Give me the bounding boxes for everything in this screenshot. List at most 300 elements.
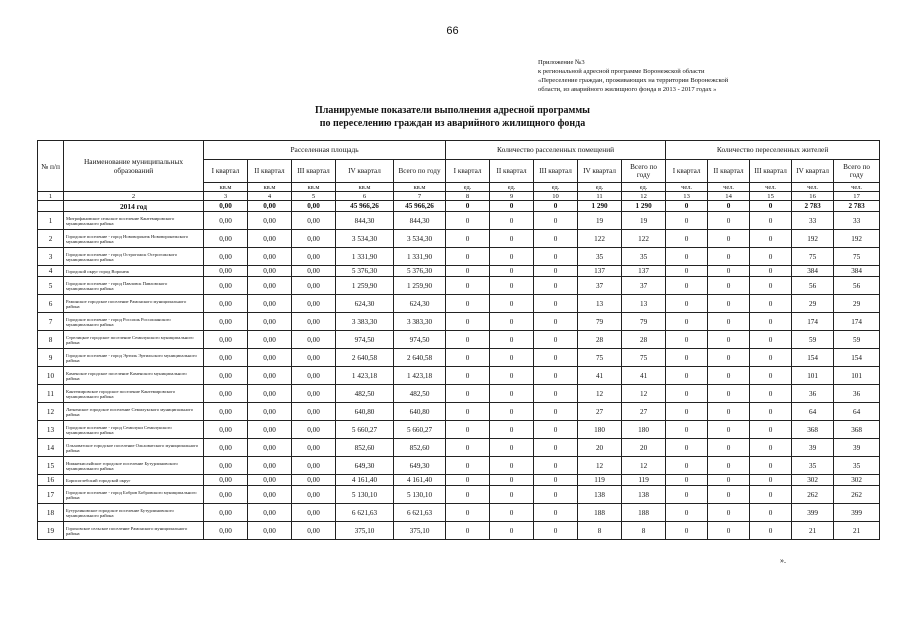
cell-value: 0 xyxy=(666,522,708,540)
cell-value: 0 xyxy=(750,457,792,475)
cell-value: 974,50 xyxy=(394,331,446,349)
cell-value: 0 xyxy=(666,367,708,385)
cell-value: 0 xyxy=(750,475,792,486)
column-number: 16 xyxy=(792,192,834,201)
cell-value: 1 423,18 xyxy=(394,367,446,385)
total-value: 0,00 xyxy=(204,201,248,212)
cell-value: 852,60 xyxy=(394,439,446,457)
total-value: 2 783 xyxy=(834,201,880,212)
appendix-line: Приложение №3 xyxy=(538,59,585,66)
cell-value: 0 xyxy=(666,212,708,230)
cell-value: 0,00 xyxy=(204,403,248,421)
cell-value: 0,00 xyxy=(292,475,336,486)
cell-value: 0 xyxy=(534,212,578,230)
municipality-name: Борисоглебский городской округ xyxy=(64,475,204,486)
cell-value: 137 xyxy=(578,266,622,277)
cell-value: 0 xyxy=(534,504,578,522)
column-number: 8 xyxy=(446,192,490,201)
cell-value: 0 xyxy=(750,331,792,349)
cell-value: 2 640,58 xyxy=(336,349,394,367)
cell-value: 0,00 xyxy=(204,248,248,266)
cell-value: 0 xyxy=(534,385,578,403)
municipality-name: Городское поселение - город Россошь Россошанского муниципального района xyxy=(64,313,204,331)
cell-value: 0 xyxy=(708,439,750,457)
cell-value: 624,30 xyxy=(336,295,394,313)
cell-value: 0 xyxy=(708,212,750,230)
municipality-name: Городское поселение - город Бобров Бобровского муниципального района xyxy=(64,486,204,504)
cell-value: 0,00 xyxy=(204,230,248,248)
cell-value: 0 xyxy=(666,248,708,266)
header-unit: кв.м xyxy=(336,183,394,192)
cell-value: 188 xyxy=(622,504,666,522)
header-unit: кв.м xyxy=(248,183,292,192)
cell-value: 12 xyxy=(622,385,666,403)
total-value: 2 783 xyxy=(792,201,834,212)
cell-value: 59 xyxy=(792,331,834,349)
municipality-name: Нижнекисляйское городское поселение Бутурлиновского муниципального района xyxy=(64,457,204,475)
cell-value: 0 xyxy=(750,212,792,230)
cell-value: 39 xyxy=(834,439,880,457)
cell-value: 0 xyxy=(750,486,792,504)
cell-value: 0,00 xyxy=(292,230,336,248)
cell-value: 13 xyxy=(578,295,622,313)
cell-value: 0 xyxy=(446,212,490,230)
table-row xyxy=(38,266,880,277)
cell-value: 844,30 xyxy=(336,212,394,230)
total-value: 0 xyxy=(490,201,534,212)
cell-value: 75 xyxy=(792,248,834,266)
cell-value: 0,00 xyxy=(292,248,336,266)
cell-value: 0,00 xyxy=(292,486,336,504)
cell-value: 0 xyxy=(750,230,792,248)
cell-value: 0 xyxy=(490,403,534,421)
column-number: 10 xyxy=(534,192,578,201)
cell-value: 262 xyxy=(792,486,834,504)
cell-value: 0,00 xyxy=(248,522,292,540)
row-number: 8 xyxy=(38,331,64,349)
cell-value: 37 xyxy=(578,277,622,295)
header-unit: кв.м xyxy=(204,183,248,192)
cell-value: 649,30 xyxy=(394,457,446,475)
total-value: 45 966,26 xyxy=(336,201,394,212)
cell-value: 64 xyxy=(834,403,880,421)
column-number: 15 xyxy=(750,192,792,201)
cell-value: 0 xyxy=(490,439,534,457)
header-group-area: Расселенная площадь xyxy=(204,141,446,160)
cell-value: 0,00 xyxy=(292,385,336,403)
cell-value: 1 259,90 xyxy=(336,277,394,295)
municipality-name: Городское поселение - город Павловск Павловского муниципального района xyxy=(64,277,204,295)
column-number: 11 xyxy=(578,192,622,201)
cell-value: 375,10 xyxy=(394,522,446,540)
cell-value: 0,00 xyxy=(248,367,292,385)
cell-value: 262 xyxy=(834,486,880,504)
cell-value: 0 xyxy=(708,295,750,313)
cell-value: 36 xyxy=(792,385,834,403)
cell-value: 0 xyxy=(490,367,534,385)
municipality-name: Бутурлиновское городское поселение Бутурлиновского муниципального района xyxy=(64,504,204,522)
municipality-name: Городское поселение - город Острогожск Острогожского муниципального района xyxy=(64,248,204,266)
cell-value: 0 xyxy=(534,349,578,367)
cell-value: 0,00 xyxy=(292,331,336,349)
cell-value: 0 xyxy=(708,475,750,486)
table-row xyxy=(38,439,880,457)
table-row xyxy=(38,522,880,540)
header-subcolumn: II квартал xyxy=(248,160,292,183)
cell-value: 35 xyxy=(834,457,880,475)
cell-value: 0 xyxy=(534,367,578,385)
cell-value: 75 xyxy=(622,349,666,367)
cell-value: 0 xyxy=(446,331,490,349)
table-body xyxy=(38,201,880,540)
cell-value: 0,00 xyxy=(292,266,336,277)
cell-value: 0 xyxy=(750,349,792,367)
row-number: 18 xyxy=(38,504,64,522)
cell-value: 0,00 xyxy=(292,367,336,385)
header-subcolumn: IV квартал xyxy=(792,160,834,183)
cell-value: 0 xyxy=(666,421,708,439)
cell-value: 0,00 xyxy=(248,439,292,457)
total-value: 1 290 xyxy=(622,201,666,212)
cell-value: 0,00 xyxy=(204,457,248,475)
cell-value: 0 xyxy=(666,504,708,522)
table-row xyxy=(38,486,880,504)
cell-value: 19 xyxy=(578,212,622,230)
header-subcolumn: III квартал xyxy=(534,160,578,183)
cell-value: 0,00 xyxy=(248,277,292,295)
cell-value: 0,00 xyxy=(204,421,248,439)
row-number: 19 xyxy=(38,522,64,540)
cell-value: 21 xyxy=(792,522,834,540)
cell-value: 0 xyxy=(446,295,490,313)
cell-value: 0,00 xyxy=(248,504,292,522)
cell-value: 0 xyxy=(666,486,708,504)
indicators-table-wrapper xyxy=(37,140,873,540)
cell-value: 0 xyxy=(490,212,534,230)
table-row xyxy=(38,421,880,439)
cell-value: 482,50 xyxy=(394,385,446,403)
header-subcolumn: III квартал xyxy=(750,160,792,183)
cell-value: 0 xyxy=(750,248,792,266)
cell-value: 0,00 xyxy=(292,295,336,313)
cell-value: 64 xyxy=(792,403,834,421)
cell-value: 0 xyxy=(490,522,534,540)
cell-value: 844,30 xyxy=(394,212,446,230)
total-value: 0,00 xyxy=(248,201,292,212)
row-number: 9 xyxy=(38,349,64,367)
cell-value: 75 xyxy=(834,248,880,266)
header-unit: ед. xyxy=(490,183,534,192)
cell-value: 5 130,10 xyxy=(336,486,394,504)
cell-value: 1 259,90 xyxy=(394,277,446,295)
municipality-name: Кантемировское городское поселение Кантемировского муниципального района xyxy=(64,385,204,403)
cell-value: 122 xyxy=(578,230,622,248)
cell-value: 0 xyxy=(708,403,750,421)
municipality-name: Ольховатское городское поселение Ольховатского муниципального района xyxy=(64,439,204,457)
cell-value: 0 xyxy=(490,457,534,475)
row-number: 7 xyxy=(38,313,64,331)
cell-value: 0 xyxy=(490,421,534,439)
cell-value: 0 xyxy=(666,230,708,248)
cell-value: 0 xyxy=(490,313,534,331)
cell-value: 0 xyxy=(708,266,750,277)
cell-value: 1 331,90 xyxy=(394,248,446,266)
header-subcolumn: I квартал xyxy=(666,160,708,183)
header-subcolumn: III квартал xyxy=(292,160,336,183)
cell-value: 27 xyxy=(578,403,622,421)
cell-value: 0,00 xyxy=(248,403,292,421)
cell-value: 12 xyxy=(578,385,622,403)
cell-value: 0 xyxy=(666,475,708,486)
cell-value: 35 xyxy=(622,248,666,266)
cell-value: 39 xyxy=(792,439,834,457)
cell-value: 0 xyxy=(446,522,490,540)
cell-value: 0 xyxy=(750,385,792,403)
cell-value: 0 xyxy=(490,331,534,349)
cell-value: 0,00 xyxy=(292,277,336,295)
cell-value: 0 xyxy=(446,367,490,385)
table-head xyxy=(38,141,880,201)
header-subcolumn: Всего по году xyxy=(394,160,446,183)
cell-value: 0 xyxy=(750,504,792,522)
cell-value: 0,00 xyxy=(248,295,292,313)
cell-value: 0 xyxy=(708,522,750,540)
table-row xyxy=(38,457,880,475)
column-number: 1 xyxy=(38,192,64,201)
cell-value: 28 xyxy=(622,331,666,349)
cell-value: 180 xyxy=(622,421,666,439)
cell-value: 0,00 xyxy=(292,504,336,522)
row-number: 2 xyxy=(38,230,64,248)
cell-value: 852,60 xyxy=(336,439,394,457)
total-value: 1 290 xyxy=(578,201,622,212)
cell-value: 13 xyxy=(622,295,666,313)
document-title xyxy=(0,104,905,130)
row-number: 1 xyxy=(38,212,64,230)
cell-value: 119 xyxy=(578,475,622,486)
cell-value: 0 xyxy=(446,439,490,457)
cell-value: 0 xyxy=(490,504,534,522)
cell-value: 3 383,30 xyxy=(336,313,394,331)
cell-value: 0,00 xyxy=(292,421,336,439)
municipality-name: Митрофановское сельское поселение Кантемировского муниципального района xyxy=(64,212,204,230)
cell-value: 0,00 xyxy=(204,385,248,403)
table-row xyxy=(38,313,880,331)
cell-value: 0,00 xyxy=(248,230,292,248)
cell-value: 0 xyxy=(708,421,750,439)
cell-value: 0 xyxy=(534,331,578,349)
cell-value: 0,00 xyxy=(204,212,248,230)
cell-value: 0 xyxy=(708,230,750,248)
total-value: 0 xyxy=(446,201,490,212)
cell-value: 0 xyxy=(446,230,490,248)
cell-value: 0 xyxy=(534,248,578,266)
cell-value: 5 376,30 xyxy=(394,266,446,277)
column-number: 4 xyxy=(248,192,292,201)
cell-value: 0,00 xyxy=(292,313,336,331)
header-unit: чел. xyxy=(834,183,880,192)
cell-value: 0 xyxy=(534,230,578,248)
total-value: 0 xyxy=(534,201,578,212)
cell-value: 0,00 xyxy=(204,367,248,385)
cell-value: 5 130,10 xyxy=(394,486,446,504)
cell-value: 6 621,63 xyxy=(336,504,394,522)
cell-value: 0,00 xyxy=(292,349,336,367)
cell-value: 0,00 xyxy=(292,522,336,540)
cell-value: 5 660,27 xyxy=(336,421,394,439)
cell-value: 0 xyxy=(534,295,578,313)
row-number: 13 xyxy=(38,421,64,439)
cell-value: 174 xyxy=(792,313,834,331)
header-unit: чел. xyxy=(708,183,750,192)
cell-value: 302 xyxy=(792,475,834,486)
cell-value: 0 xyxy=(708,504,750,522)
appendix-line: области, из аварийного жилищного фонда в 2013 - 2017 годах » xyxy=(538,86,717,93)
cell-value: 0,00 xyxy=(204,295,248,313)
cell-value: 174 xyxy=(834,313,880,331)
table-row xyxy=(38,475,880,486)
cell-value: 0,00 xyxy=(248,475,292,486)
total-value: 0 xyxy=(708,201,750,212)
total-row xyxy=(38,201,880,212)
cell-value: 0 xyxy=(750,313,792,331)
row-number: 10 xyxy=(38,367,64,385)
cell-value: 0 xyxy=(666,295,708,313)
cell-value: 399 xyxy=(834,504,880,522)
cell-value: 0 xyxy=(446,457,490,475)
cell-value: 0 xyxy=(750,295,792,313)
row-number: 6 xyxy=(38,295,64,313)
cell-value: 0 xyxy=(490,475,534,486)
cell-value: 0 xyxy=(490,266,534,277)
cell-value: 188 xyxy=(578,504,622,522)
row-number: 14 xyxy=(38,439,64,457)
cell-value: 0,00 xyxy=(204,439,248,457)
title-line: по переселению граждан из аварийного жилищного фонда xyxy=(319,118,586,129)
header-number: № п/п xyxy=(38,141,64,192)
header-subcolumn: II квартал xyxy=(490,160,534,183)
cell-value: 192 xyxy=(834,230,880,248)
cell-value: 384 xyxy=(792,266,834,277)
cell-value: 56 xyxy=(792,277,834,295)
appendix-line: к региональной адресной программе Воронежской области xyxy=(538,68,705,75)
indicators-table xyxy=(37,140,880,540)
row-number: 17 xyxy=(38,486,64,504)
cell-value: 0,00 xyxy=(248,385,292,403)
cell-value: 79 xyxy=(578,313,622,331)
total-value: 0 xyxy=(666,201,708,212)
header-unit: чел. xyxy=(792,183,834,192)
cell-value: 0 xyxy=(446,421,490,439)
cell-value: 27 xyxy=(622,403,666,421)
cell-value: 4 161,40 xyxy=(394,475,446,486)
cell-value: 640,80 xyxy=(394,403,446,421)
row-number: 15 xyxy=(38,457,64,475)
cell-value: 0 xyxy=(446,486,490,504)
cell-value: 0 xyxy=(534,403,578,421)
cell-value: 0 xyxy=(534,457,578,475)
total-value: 45 966,26 xyxy=(394,201,446,212)
cell-value: 0,00 xyxy=(248,486,292,504)
cell-value: 0,00 xyxy=(248,421,292,439)
municipality-name: Гороховское сельское поселение Рамонского муниципального района xyxy=(64,522,204,540)
column-number: 6 xyxy=(336,192,394,201)
header-group-residents: Количество переселенных жителей xyxy=(666,141,880,160)
cell-value: 0 xyxy=(490,230,534,248)
cell-value: 0,00 xyxy=(204,486,248,504)
cell-value: 33 xyxy=(792,212,834,230)
cell-value: 0,00 xyxy=(292,403,336,421)
cell-value: 0 xyxy=(750,421,792,439)
table-row xyxy=(38,367,880,385)
header-unit: ед. xyxy=(622,183,666,192)
cell-value: 0 xyxy=(446,313,490,331)
table-row xyxy=(38,277,880,295)
column-number: 12 xyxy=(622,192,666,201)
cell-value: 0 xyxy=(490,277,534,295)
header-unit: ед. xyxy=(534,183,578,192)
column-number: 7 xyxy=(394,192,446,201)
cell-value: 138 xyxy=(622,486,666,504)
municipality-name: Стрелицкое городское поселение Семилукского муниципального района xyxy=(64,331,204,349)
cell-value: 302 xyxy=(834,475,880,486)
cell-value: 0 xyxy=(666,331,708,349)
cell-value: 0 xyxy=(750,277,792,295)
header-unit: ед. xyxy=(446,183,490,192)
cell-value: 0 xyxy=(708,385,750,403)
header-subcolumn: I квартал xyxy=(204,160,248,183)
cell-value: 0 xyxy=(708,331,750,349)
cell-value: 41 xyxy=(622,367,666,385)
cell-value: 79 xyxy=(622,313,666,331)
cell-value: 0 xyxy=(490,248,534,266)
cell-value: 0 xyxy=(666,457,708,475)
cell-value: 19 xyxy=(622,212,666,230)
cell-value: 0 xyxy=(666,277,708,295)
cell-value: 0 xyxy=(708,277,750,295)
cell-value: 974,50 xyxy=(336,331,394,349)
cell-value: 122 xyxy=(622,230,666,248)
cell-value: 35 xyxy=(792,457,834,475)
cell-value: 137 xyxy=(622,266,666,277)
cell-value: 0 xyxy=(708,486,750,504)
cell-value: 0,00 xyxy=(204,277,248,295)
cell-value: 0 xyxy=(446,248,490,266)
column-number: 14 xyxy=(708,192,750,201)
cell-value: 0,00 xyxy=(204,475,248,486)
cell-value: 0 xyxy=(446,385,490,403)
title-line: Планируемые показатели выполнения адресной программы xyxy=(315,105,590,116)
cell-value: 154 xyxy=(792,349,834,367)
cell-value: 2 640,58 xyxy=(394,349,446,367)
cell-value: 0,00 xyxy=(248,349,292,367)
header-municipality: Наименование муниципальных образований xyxy=(64,141,204,192)
cell-value: 3 534,30 xyxy=(336,230,394,248)
cell-value: 0 xyxy=(534,421,578,439)
cell-value: 0 xyxy=(708,367,750,385)
cell-value: 12 xyxy=(622,457,666,475)
cell-value: 0 xyxy=(490,295,534,313)
table-row xyxy=(38,331,880,349)
cell-value: 138 xyxy=(578,486,622,504)
header-unit: кв.м xyxy=(394,183,446,192)
header-column-numbers-row xyxy=(38,192,880,201)
cell-value: 0 xyxy=(446,504,490,522)
cell-value: 0 xyxy=(446,349,490,367)
cell-value: 0 xyxy=(750,367,792,385)
cell-value: 8 xyxy=(578,522,622,540)
cell-value: 119 xyxy=(622,475,666,486)
